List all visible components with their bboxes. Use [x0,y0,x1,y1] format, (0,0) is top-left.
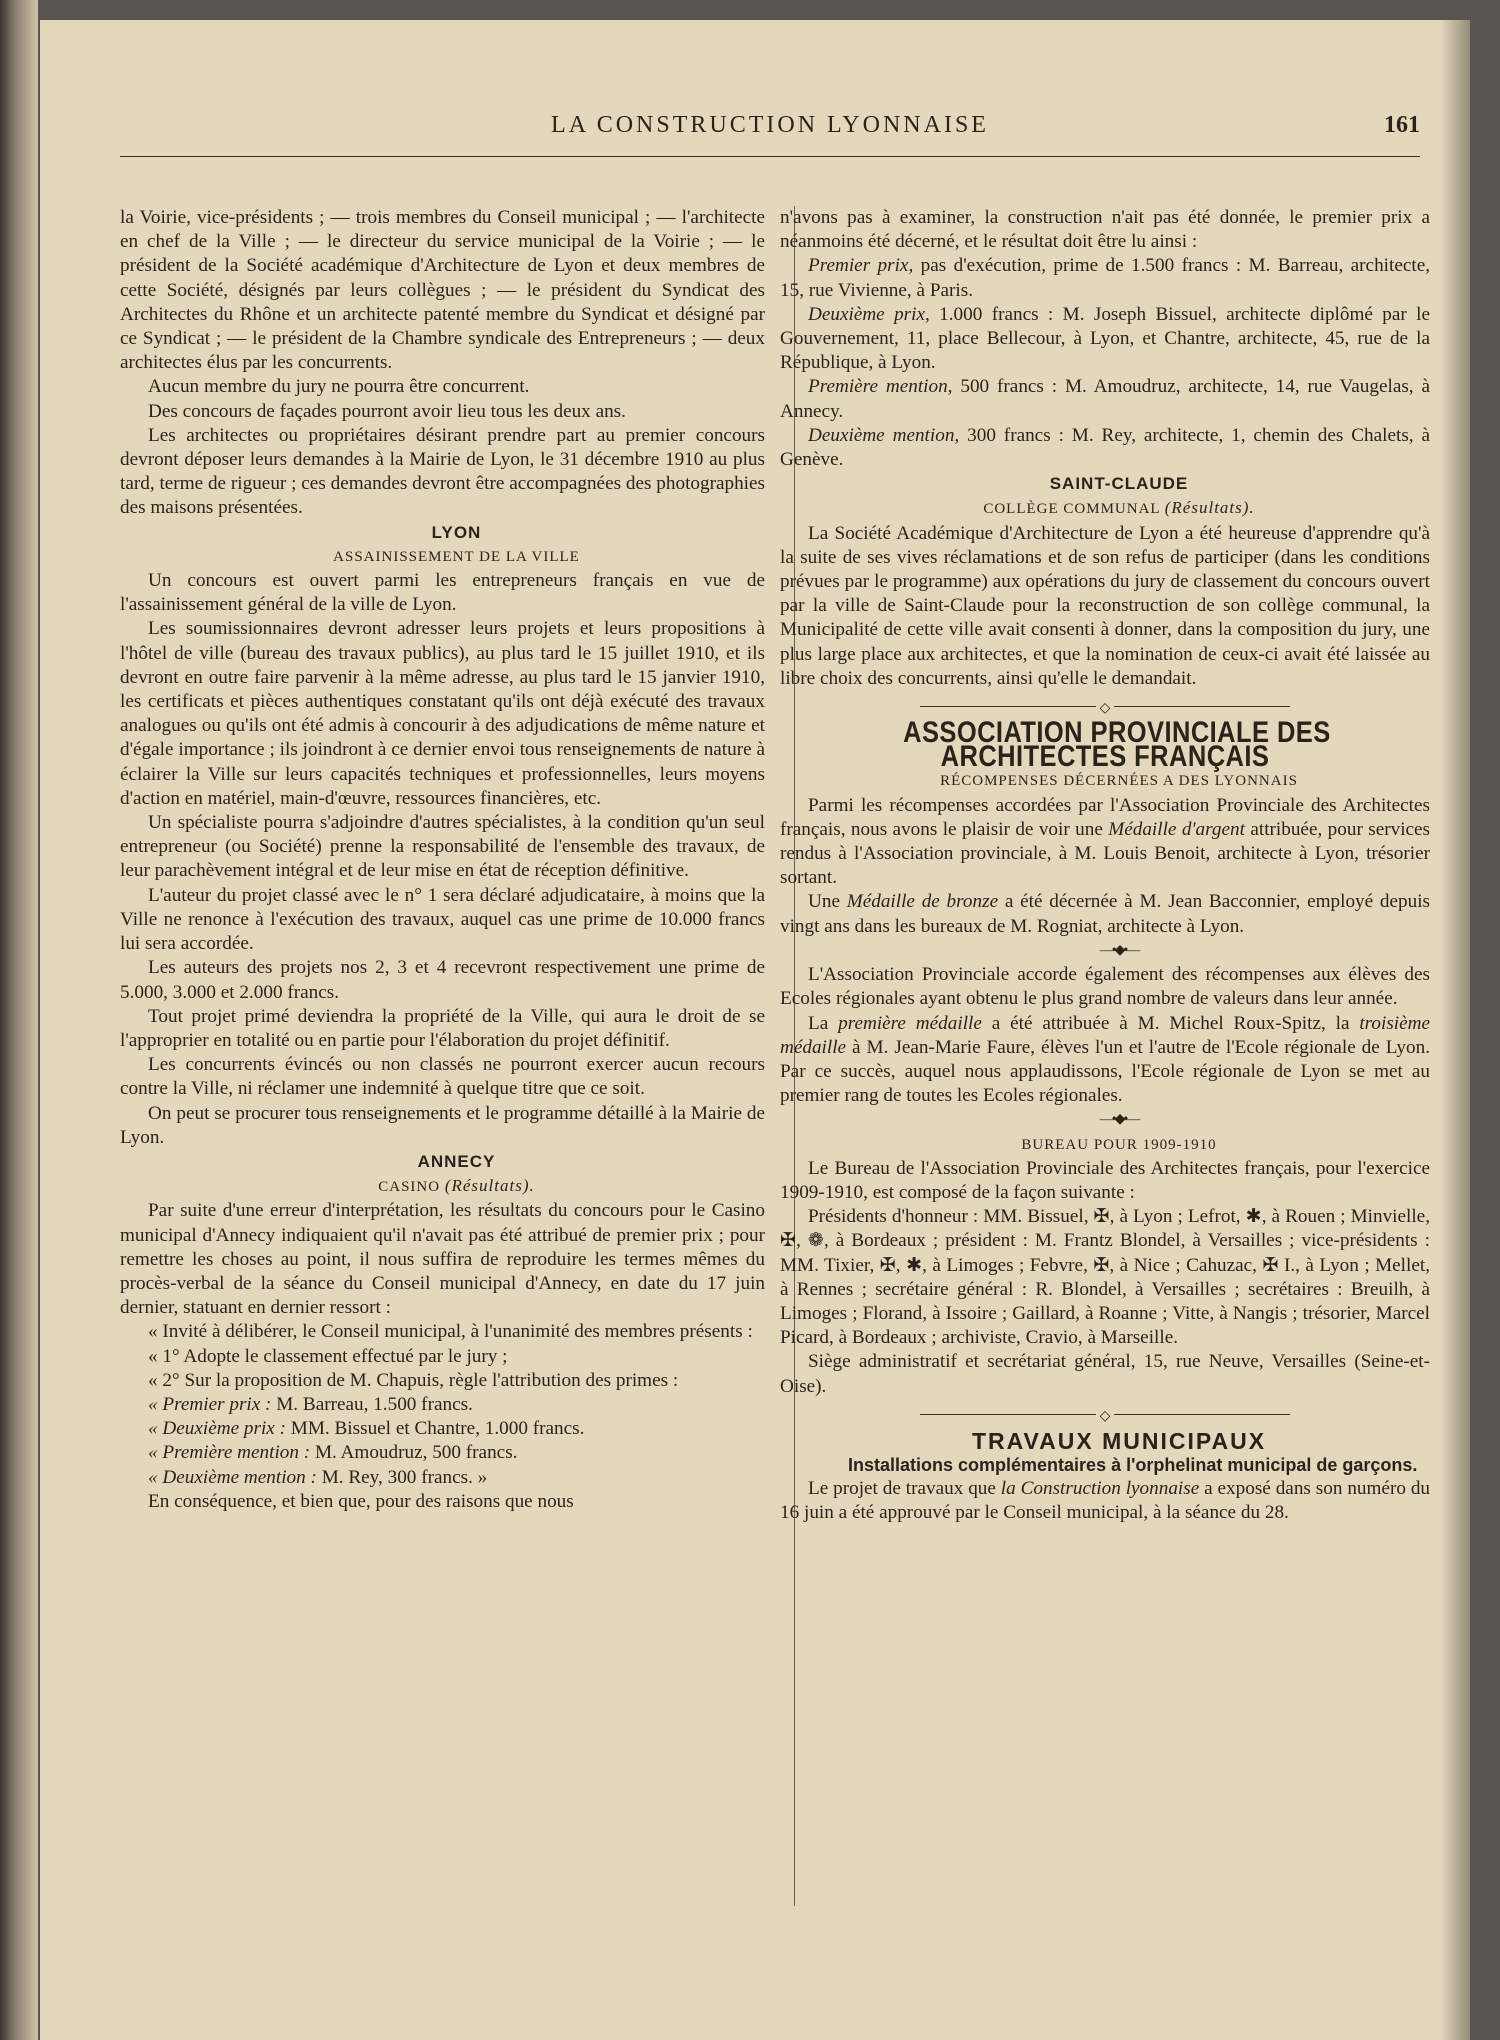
text-run: a été décernée à M. Jean Bacconnier, employé depuis vingt ans dans les bureaux de M. Rogniat, architecte à Lyon. [780,891,1431,937]
text-italic: première médaille [838,1012,982,1034]
page-header [120,112,1420,157]
prize-label: « Première mention : [148,1442,311,1464]
subheading-bureau: BUREAU POUR 1909-1910 [1021,1136,1217,1153]
result-value: 300 francs : M. Rey, architecte, 1, chemin des Chalets, à Genève. [780,424,1431,471]
prize-value: M. Rey, 300 francs. » [321,1466,488,1488]
text-run: à M. Jean-Marie Faure, élèves l'un et l'autre de l'Ecole régionale de Lyon. Par ce succès, auquel nous applaudissons, l'Ecole régionale de Lyon se met au premier rang de toutes les Ecoles régionales. [780,1036,1430,1107]
paragraph: Les concurrents évincés ou non classés ne pourront exercer aucun recours contre la Ville, ni réclamer une indemnité à quelque titre que ce soit. [120,1054,765,1100]
prize-label: « Premier prix : [148,1393,272,1415]
prize-value: MM. Bissuel et Chantre, 1.000 francs. [290,1418,585,1440]
paragraph: Un concours est ouvert parmi les entrepreneurs français en vue de l'assainissement général de la ville de Lyon. [120,570,765,616]
book-spine-strip [0,0,38,2040]
prize-line [120,1393,765,1417]
paragraph: « 2° Sur la proposition de M. Chapuis, règle l'attribution des primes : [148,1369,679,1391]
paragraph [780,794,1430,891]
subheading-college [780,496,1430,521]
prize-line [120,1466,765,1490]
paragraph: n'avons pas à examiner, la construction n'ait pas été donnée, le premier prix a néanmoins été décerné, et le résultat doit être lu ainsi : [780,207,1430,253]
subheading-italic: (Résultats). [1164,498,1255,518]
result-label: Deuxième prix, [808,303,930,325]
journal-title: LA CONSTRUCTION LYONNAISE [551,112,989,138]
section-rule [780,1403,1430,1425]
paragraph: Les auteurs des projets nos 2, 3 et 4 recevront respectivement une prime de 5.000, 3.000 et 2.000 francs. [120,957,765,1003]
rule-ornament-icon: ◇ [1096,701,1115,716]
result-label: Deuxième mention, [808,424,960,446]
text-italic: Médaille de bronze [846,891,999,913]
paragraph: Aucun membre du jury ne pourra être concurrent. [148,376,530,398]
paragraph: Les soumissionnaires devront adresser leurs projets et leurs propositions à l'hôtel de ville (bureau des travaux publics), au plus tard le 15 juillet 1910, et ils devront en outre faire parvenir à la même adresse, au plus tard le 15 janvier 1910, les certificats et pièces authentiques constatant qu'ils ont déjà exécuté des travaux analogues ou qu'ils ont été admis à concourir à des adjudications de même nature et d'égale importance ; ils joindront à ce dernier envoi tous renseignements de nature à éclairer la Ville sur leurs capacités techniques et professionnelles, leurs moyens d'action en matériel, main-d'œuvre, ressources financières, etc. [120,618,765,809]
paragraph [780,1477,1430,1525]
result-label: Première mention, [808,376,953,398]
paragraph [780,890,1430,938]
subheading-italic: (Résultats). [444,1176,535,1196]
paragraph: la Voirie, vice-présidents ; — trois membres du Conseil municipal ; — l'architecte en chef de la Ville ; — le directeur du service municipal de la Voirie ; — le président de la Société académique d'Architecture de Lyon et deux membres de cette Société, désignés par leurs collègues ; — le président du Syndicat des Architectes du Rhône et un architecte patenté membre du Syndicat et désigné par ce Syndicat ; — le président de la Chambre syndicale des Entrepreneurs ; — deux architectes élus par les concurrents. [120,207,765,374]
document-page [40,20,1470,2040]
paragraph: Par suite d'une erreur d'interprétation, les résultats du concours pour le Casino municipal d'Annecy indiquaient qu'il n'avait pas été attribué de premier prix ; pour remettre les choses au point, il nous suffira de reproduire les termes mêmes du procès-verbal de la séance du Conseil municipal d'Annecy, en date du 17 juin dernier, statuant en dernier ressort : [120,1200,765,1319]
right-column [780,206,1430,1525]
text-italic: la Construction lyonnaise [1000,1477,1200,1499]
prize-value: M. Barreau, 1.500 francs. [276,1393,473,1415]
result-label: Premier prix, [808,255,914,277]
paragraph: La Société Académique d'Architecture de Lyon a été heureuse d'apprendre qu'à la suite de ses vives réclamations et de son refus de participer (dans les conditions prévues par le programme) aux opérations du jury de classement du concours ouvert par la ville de Saint-Claude pour la reconstruction de son collège communal, la Municipalité de cette ville avait consenti à donner, dans la composition du jury, une plus large place aux architectes, et que la nomination de ceux-ci avait été laissée au libre choix des concurrents, ainsi qu'elle le demandait. [780,522,1430,689]
small-ornament-rule: —•◆•— [1099,1112,1139,1128]
small-ornament-rule: —•◆•— [1099,942,1139,958]
result-value: 500 francs : M. Amoudruz, architecte, 14, rue Vaugelas, à Annecy. [780,376,1430,422]
subheading-casino [120,1174,765,1199]
paragraph: « 1° Adopte le classement effectué par le jury ; [148,1345,508,1367]
subheading-text: CASINO [378,1179,441,1196]
paragraph: On peut se procurer tous renseignements et le programme détaillé à la Mairie de Lyon. [120,1102,765,1148]
article-heading-orphelinat: Installations complémentaires à l'orphelinat municipal de garçons. [848,1454,1418,1475]
text-italic: troisième médaille [780,1012,1431,1058]
prize-line [120,1441,765,1465]
association-heading: ASSOCIATION PROVINCIALE DES ARCHITECTES FRANÇAIS [903,716,1331,774]
paragraph: Des concours de façades pourront avoir lieu tous les deux ans. [148,400,626,422]
text-run: a exposé dans son numéro du 16 juin a été approuvé par le Conseil municipal, à la séance du 28. [780,1477,1431,1524]
paragraph: Présidents d'honneur : MM. Bissuel, ✠, à Lyon ; Lefrot, ✱, à Rouen ; Minvielle, ✠, ❁, à Bordeaux ; président : M. Frantz Blondel, à Versailles ; vice-présidents : MM. Tixier, ✠, ✱, à Limoges ; Febvre, ✠, à Nice ; Cahuzac, ✠ I., à Lyon ; Mellet, à Rennes ; secrétaire général : R. Blondel, à Versailles ; secrétaires : Breuilh, à Limoges ; Florand, à Issoire ; Gaillard, à Roanne ; Vitte, à Nangis ; trésorier, Marcel Picard, à Bordeaux ; archiviste, Cravio, à Marseille. [780,1206,1430,1349]
prize-label: « Deuxième prix : [148,1418,286,1440]
prize-value: M. Amoudruz, 500 francs. [314,1442,518,1464]
text-run: Parmi les récompenses accordées par l'Association Provinciale des Architectes français, nous avons le plaisir de voir une [780,794,1430,840]
subheading-assainissement: ASSAINISSEMENT DE LA VILLE [333,548,580,565]
page-number: 161 [1384,112,1420,138]
text-run: Le projet de travaux que [808,1477,996,1499]
section-heading-saint-claude: SAINT-CLAUDE [1049,474,1189,494]
paragraph: Un spécialiste pourra s'adjoindre d'autres spécialistes, à la condition qu'un seul entrepreneur (ou Société) prenne la responsabilité de l'ensemble des travaux, de leur parachèvement intégral et de leur mise en état de réception définitive. [120,812,765,882]
result-line [780,375,1430,423]
result-line [780,254,1430,302]
paragraph: Le Bureau de l'Association Provinciale des Architectes français, pour l'exercice 1909-1910, est composé de la façon suivante : [780,1157,1430,1203]
prize-label: « Deuxième mention : [148,1466,317,1488]
paragraph [780,1012,1430,1109]
section-heading-lyon: LYON [431,522,482,542]
text-run: attribuée, pour services rendus à l'Association provinciale, à M. Louis Benoit, architecte à Lyon, trésorier sortant. [780,818,1431,889]
result-line [780,424,1430,472]
text-run: La [808,1012,829,1034]
subheading-recompenses: RÉCOMPENSES DÉCERNÉES A DES LYONNAIS [940,773,1298,790]
result-value: 1.000 francs : M. Joseph Bissuel, architecte diplômé par le Gouvernement, 11, place Bellecour, à Lyon, et Chantre, architecte, 45, rue de la République, à Lyon. [780,303,1430,374]
text-italic: Médaille d'argent [1108,818,1245,840]
paragraph: Les architectes ou propriétaires désirant prendre part au premier concours devront déposer leurs demandes à la Mairie de Lyon, le 31 décembre 1910 au plus tard, terme de rigueur ; ces demandes devront être accompagnées des photographies des maisons présentées. [120,424,765,519]
paragraph: « Invité à délibérer, le Conseil municipal, à l'unanimité des membres présents : [148,1321,753,1343]
subheading-text: COLLÈGE COMMUNAL [983,501,1161,518]
paragraph: En conséquence, et bien que, pour des raisons que nous [148,1490,574,1512]
rule-ornament-icon: ◇ [1096,1409,1115,1424]
text-run: Une [808,891,840,913]
paragraph: L'Association Provinciale accorde également des récompenses aux élèves des Ecoles régionales ayant obtenu le plus grand nombre de valeurs dans leur année. [780,964,1430,1010]
prize-line [120,1417,765,1441]
text-run: a été attribuée à M. Michel Roux-Spitz, la [991,1012,1350,1034]
paragraph: Tout projet primé deviendra la propriété de la Ville, qui aura le droit de se l'approprier en totalité ou en partie pour l'élaboration du projet définitif. [120,1005,765,1051]
result-value: pas d'exécution, prime de 1.500 francs : M. Barreau, architecte, 15, rue Vivienne, à Paris. [780,255,1431,301]
section-heading-annecy: ANNECY [417,1151,496,1171]
paragraph: L'auteur du projet classé avec le n° 1 sera déclaré adjudicataire, à moins que la Ville ne renonce à l'exécution des travaux, auquel cas une prime de 10.000 francs lui sera accordée. [120,884,765,955]
section-rule [780,695,1430,717]
paragraph: Siège administratif et secrétariat général, 15, rue Neuve, Versailles (Seine-et-Oise). [780,1351,1430,1397]
left-column [120,206,765,1514]
section-heading-travaux: TRAVAUX MUNICIPAUX [971,1427,1267,1454]
page-edge-shadow [1440,20,1470,2040]
result-line [780,303,1430,376]
